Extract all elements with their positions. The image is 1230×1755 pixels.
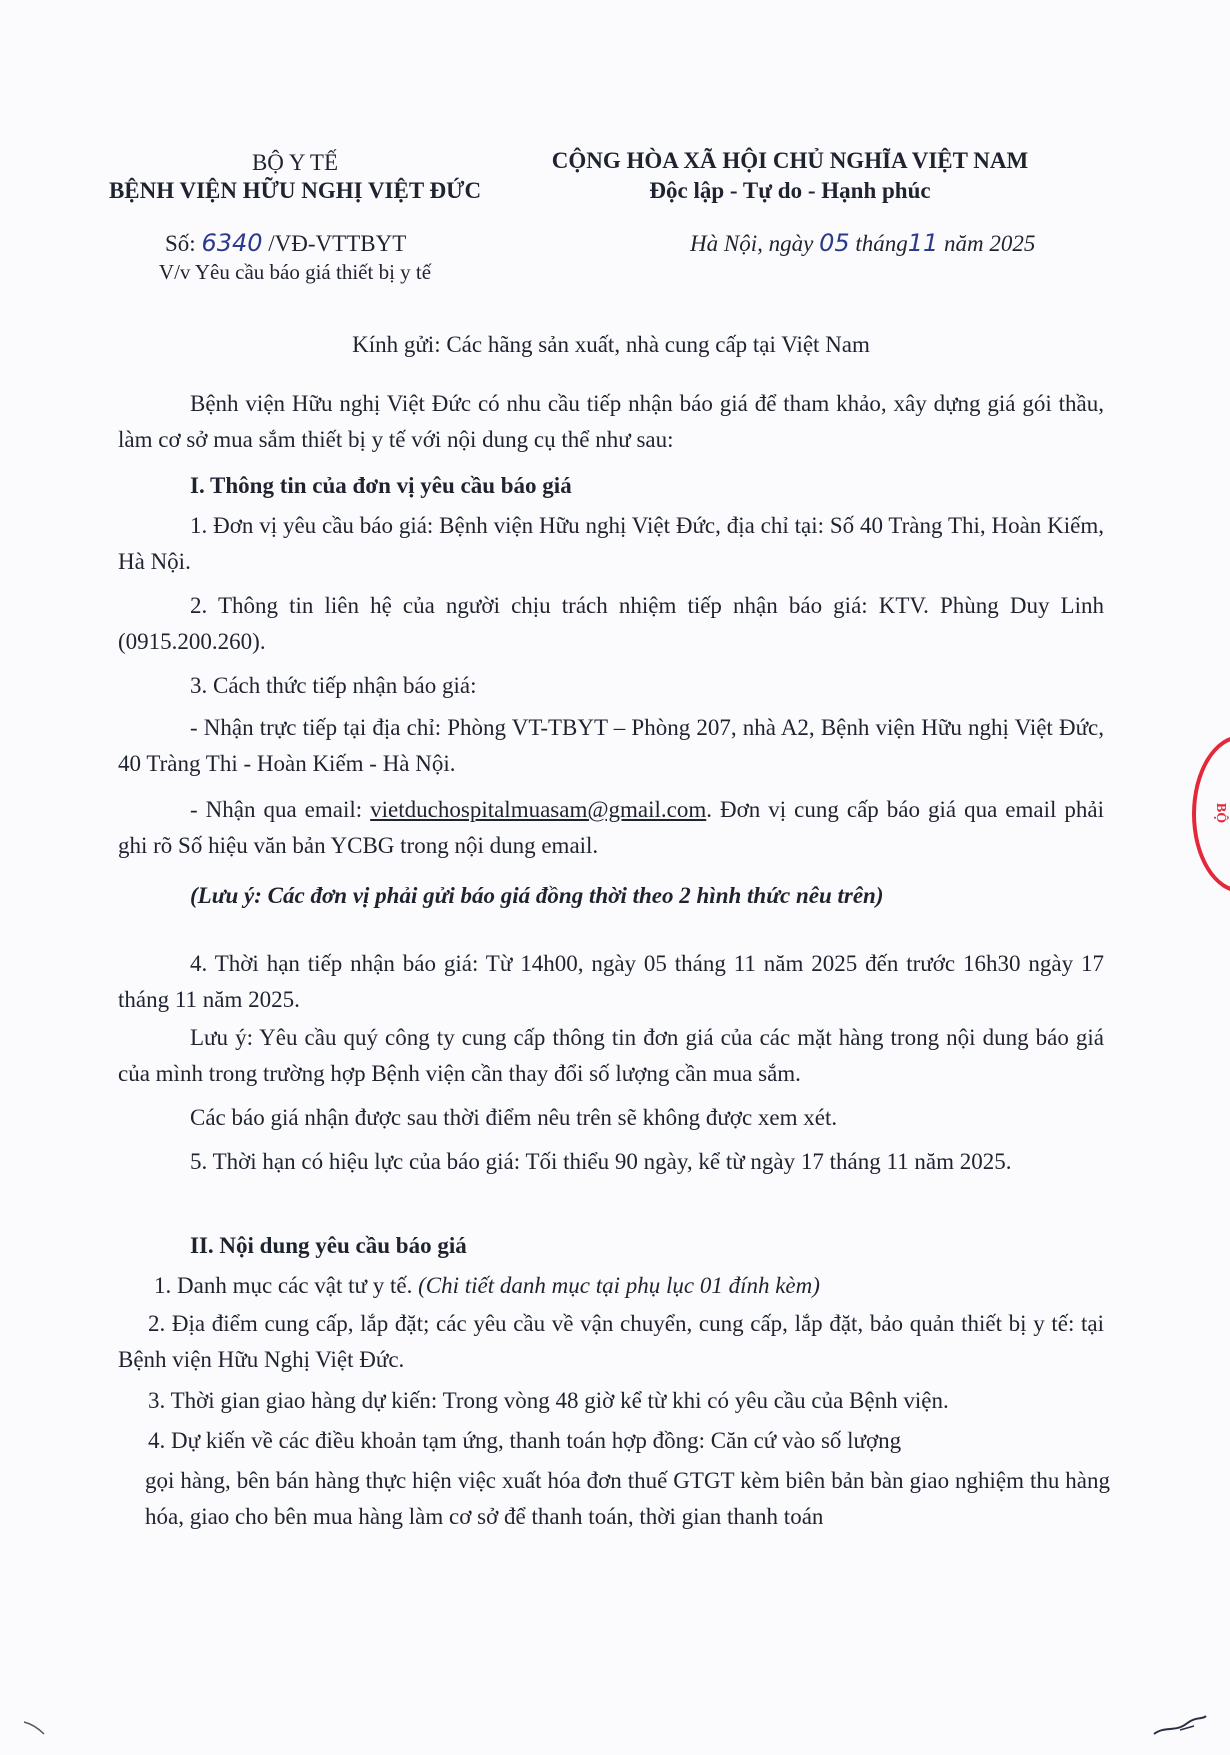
national-motto: Độc lập - Tự do - Hạnh phúc [649,178,931,203]
section2-item1-note: (Chi tiết danh mục tại phụ lục 01 đính kèm) [418,1273,820,1298]
section1-item3a: - Nhận trực tiếp tại địa chỉ: Phòng VT-TBYT – Phòng 207, nhà A2, Bệnh viện Hữu nghị Việt Đức, 40 Tràng Thi - Hoàn Kiếm - Hà Nội. [118,715,1104,776]
section1-item1: 1. Đơn vị yêu cầu báo giá: Bệnh viện Hữu nghị Việt Đức, địa chỉ tại: Số 40 Tràng Thi, Hoàn Kiếm, Hà Nội. [118,513,1104,574]
section2-item4-line1: 4. Dự kiến về các điều khoản tạm ứng, thanh toán hợp đồng: Căn cứ vào số lượng [148,1428,902,1453]
section2-item1-text: 1. Danh mục các vật tư y tế. [154,1273,419,1298]
date-prefix: Hà Nội, ngày [690,231,814,256]
scan-mark-icon [22,1718,52,1738]
doc-number-handwritten: 6340 [201,229,263,257]
document-date [690,228,1090,259]
stamp-text: BỘ [1213,802,1229,824]
hospital-name: BỆNH VIỆN HỮU NGHỊ VIỆT ĐỨC [108,178,482,203]
date-year: năm 2025 [944,231,1036,256]
section2-item1 [118,1268,1104,1304]
item3b-prefix: - Nhận qua email: [190,797,371,822]
doc-number-prefix: Số: [165,231,196,256]
date-month: 11 [907,229,939,257]
section2-item2: 2. Địa điểm cung cấp, lắp đặt; các yêu cầu về vận chuyển, cung cấp, lắp đặt, bảo quản thiết bị y tế: tại Bệnh viện Hữu Nghị Việt Đức. [118,1311,1104,1372]
section2-item3: 3. Thời gian giao hàng dự kiến: Trong vòng 48 giờ kể từ khi có yêu cầu của Bệnh viện. [148,1388,949,1413]
document-subject: V/v Yêu cầu báo giá thiết bị y tế [158,260,432,284]
section1-item3: 3. Cách thức tiếp nhận báo giá: [190,673,477,698]
intro-paragraph: Bệnh viện Hữu nghị Việt Đức có nhu cầu tiếp nhận báo giá để tham khảo, xây dựng giá gói thầu, làm cơ sở mua sắm thiết bị y tế với nội dung cụ thể như sau: [118,391,1104,452]
document-number [165,228,485,259]
section1-item3b [118,792,1104,864]
section1-item5: 5. Thời hạn có hiệu lực của báo giá: Tối thiểu 90 ngày, kể từ ngày 17 tháng 11 năm 2025. [190,1149,1012,1174]
ministry-name: BỘ Y TẾ [251,150,339,175]
section1-title: I. Thông tin của đơn vị yêu cầu báo giá [190,473,572,498]
initial-signature-icon [1150,1712,1210,1742]
section1-item4: 4. Thời hạn tiếp nhận báo giá: Từ 14h00, ngày 05 tháng 11 năm 2025 đến trước 16h30 ngày 17 tháng 11 năm 2025. [118,951,1104,1012]
date-month-word: tháng [855,231,908,256]
section1-note: (Lưu ý: Các đơn vị phải gửi báo giá đồng thời theo 2 hình thức nêu trên) [190,883,884,908]
doc-number-suffix: /VĐ-VTTBYT [268,231,407,256]
addressee: Kính gửi: Các hãng sản xuất, nhà cung cấp tại Việt Nam [352,332,870,357]
section2-item4-rest: gọi hàng, bên bán hàng thực hiện việc xuất hóa đơn thuế GTGT kèm biên bản bàn giao nghiệm thu hàng hóa, giao cho bên mua hàng làm cơ sở để thanh toán, thời gian thanh toán [145,1468,1110,1529]
section1-item2: 2. Thông tin liên hệ của người chịu trách nhiệm tiếp nhận báo giá: KTV. Phùng Duy Linh (0915.200.260). [118,593,1104,654]
date-day: 05 [819,229,850,257]
section2-title: II. Nội dung yêu cầu báo giá [190,1233,467,1258]
country-name: CỘNG HÒA XÃ HỘI CHỦ NGHĨA VIỆT NAM [551,148,1029,173]
section1-note3: Các báo giá nhận được sau thời điểm nêu trên sẽ không được xem xét. [190,1105,838,1130]
item3b-suffix: . Đơn vị cung cấp báo giá qua email phải ghi rõ Số hiệu văn bản YCBG trong nội dung email. [118,797,1104,858]
email-link[interactable]: vietduchospitalmuasam@gmail.com [370,797,707,822]
section1-note2: Lưu ý: Yêu cầu quý công ty cung cấp thông tin đơn giá của các mặt hàng trong nội dung báo giá của mình trong trường hợp Bệnh viện cần thay đổi số lượng cần mua sắm. [118,1025,1104,1086]
